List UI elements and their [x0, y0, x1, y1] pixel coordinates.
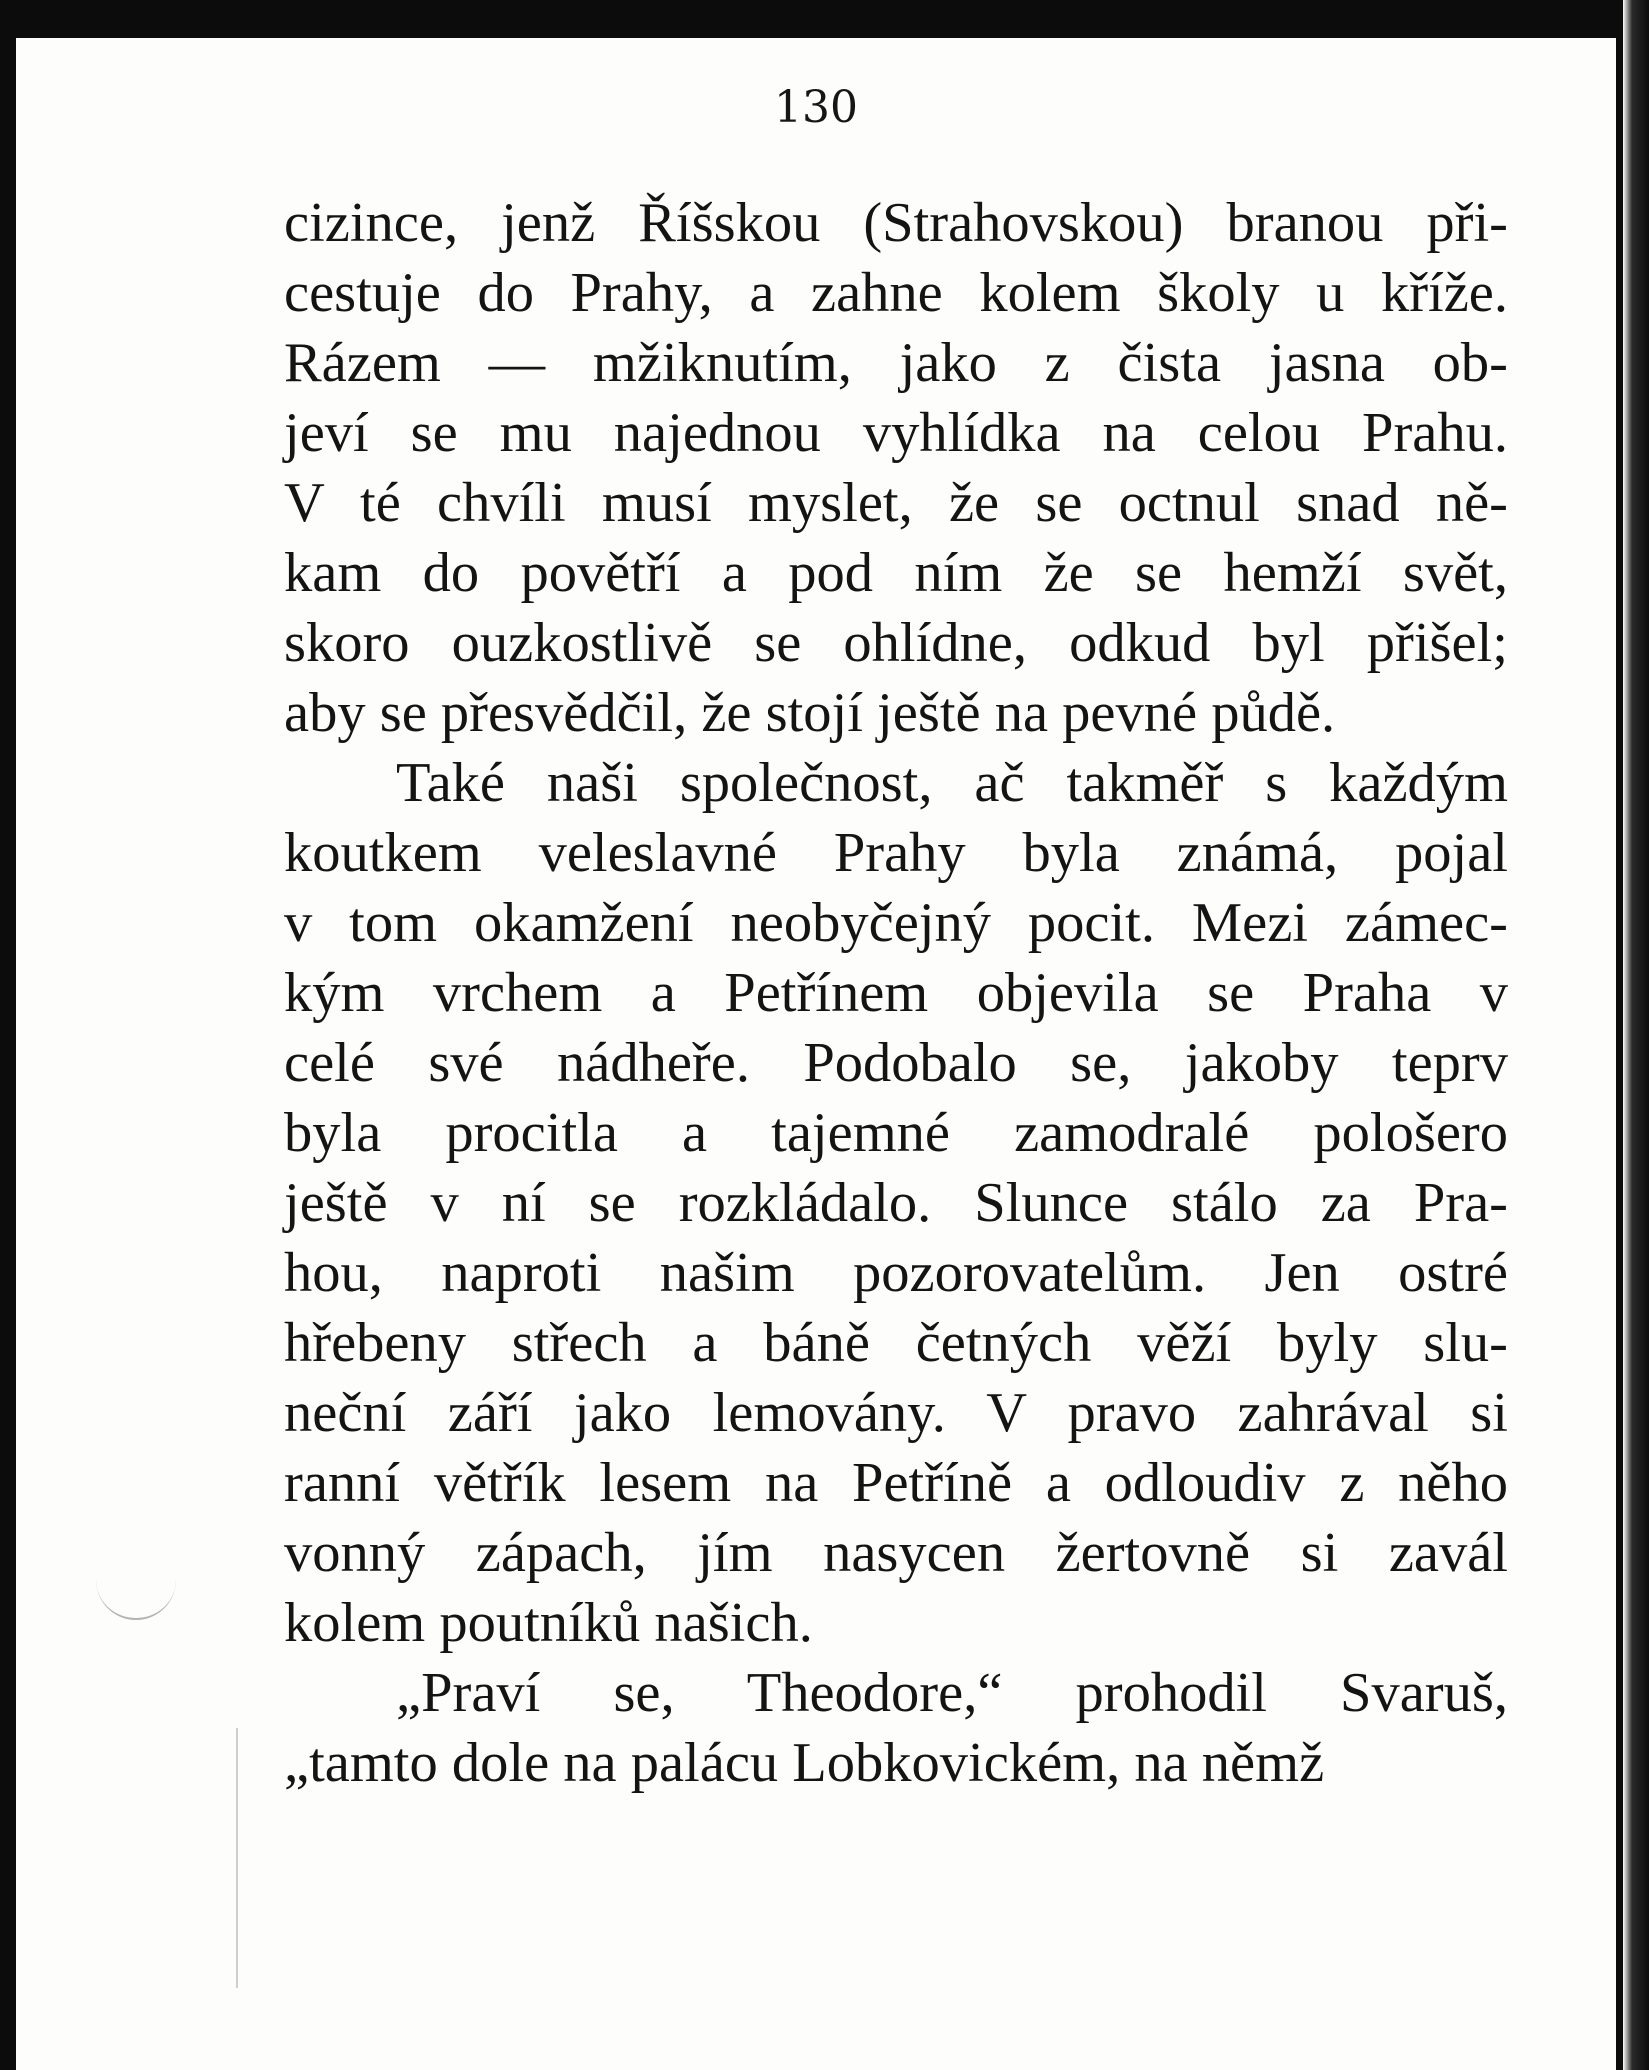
text-line: vonný zápach, jím nasycen žertovně si zavál: [284, 1522, 1508, 1584]
text-line: byla procitla a tajemné zamodralé pološero: [284, 1102, 1508, 1164]
page-number: 130: [774, 82, 858, 133]
text-line: koutkem veleslavné Prahy byla známá, pojal: [284, 822, 1508, 884]
text-line: aby se přesvědčil, že stojí ještě na pevné půdě.: [284, 682, 1336, 744]
scan-top-border: [0, 0, 1649, 38]
body-text: [284, 188, 1508, 1798]
text-line: celé své nádheře. Podobalo se, jakoby teprv: [284, 1032, 1508, 1094]
text-line: kam do povětří a pod ním že se hemží svět,: [284, 542, 1508, 604]
text-line: v tom okamžení neobyčejný pocit. Mezi zámec-: [284, 892, 1508, 954]
margin-scratch-mark: [96, 1578, 176, 1620]
text-line: neční září jako lemovány. V pravo zahrával si: [284, 1382, 1508, 1444]
text-line: ještě v ní se rozkládalo. Slunce stálo za Pra-: [284, 1172, 1508, 1234]
text-line: hřebeny střech a báně četných věží byly slu-: [284, 1312, 1508, 1374]
text-line: „Praví se, Theodore,“ prohodil Svaruš,: [396, 1662, 1508, 1724]
text-line: kým vrchem a Petřínem objevila se Praha v: [284, 962, 1508, 1024]
text-line: Také naši společnost, ač takměř s každým: [396, 752, 1508, 814]
book-page: [16, 38, 1616, 2070]
text-line: jeví se mu najednou vyhlídka na celou Prahu.: [284, 402, 1508, 464]
text-line: ranní větřík lesem na Petříně a odloudiv z něho: [284, 1452, 1508, 1514]
text-line: cestuje do Prahy, a zahne kolem školy u kříže.: [284, 262, 1508, 324]
text-line: cizince, jenž Říšskou (Strahovskou) branou při-: [284, 192, 1508, 254]
text-line: hou, naproti našim pozorovatelům. Jen ostré: [284, 1242, 1508, 1304]
text-line: Rázem — mžiknutím, jako z čista jasna ob-: [284, 332, 1508, 394]
scan-right-border: [1623, 0, 1649, 2070]
text-line: „tamto dole na palácu Lobkovickém, na němž: [284, 1732, 1325, 1794]
margin-vertical-mark: [236, 1728, 238, 1988]
text-line: skoro ouzkostlivě se ohlídne, odkud byl přišel;: [284, 612, 1508, 674]
text-line: kolem poutníků našich.: [284, 1592, 813, 1654]
text-line: V té chvíli musí myslet, že se octnul snad ně-: [284, 472, 1508, 534]
